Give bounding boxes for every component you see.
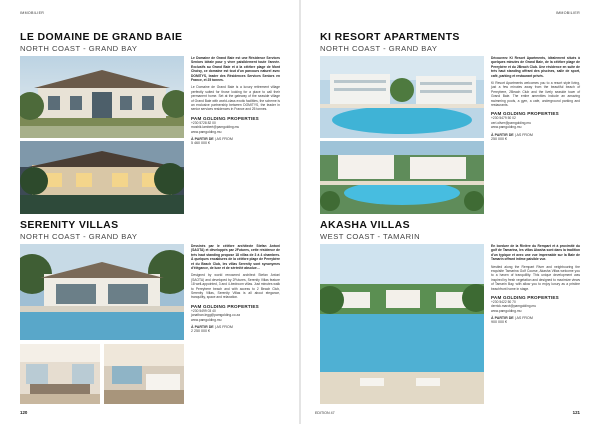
listing-subtitle: NORTH COAST - GRAND BAY [20, 44, 138, 53]
photo-villa-living [20, 344, 100, 404]
price-label: À PARTIR DE | AS FROM [191, 325, 233, 330]
agency-email[interactable]: moshik.lambert@pamgolding.mu [191, 125, 240, 130]
listing-text [491, 244, 580, 325]
listing-text [191, 244, 280, 334]
photo-resort-aerial [320, 141, 484, 214]
photo-group [20, 56, 184, 214]
price-value: 2 250 000 € [191, 329, 210, 334]
listing-akasha-villas [320, 220, 580, 410]
right-page [300, 0, 600, 424]
agency-name: PAM GOLDING PROPERTIES [191, 303, 259, 309]
description-en: Le Domaine de Grand Baie is a luxury retirement village perfectly suited for those looking for a place to call their permanent home. Set at the gateway of the seaside village of Grand Baie with world-class exotic facilities, the scheme is an exclusive partnership between DOMITYS, the leader in senior services residences in France and 25 tonnes. [191, 85, 280, 112]
agency-name: PAM GOLDING PROPERTIES [191, 115, 259, 121]
photo-group [20, 244, 184, 404]
agency-phone: +230 5422 50 70 [491, 300, 516, 305]
agency-website[interactable]: www.pamgolding.mu [191, 129, 222, 134]
listing-title: AKASHA VILLAS [320, 219, 410, 231]
agency-phone: +230 5479 50 02 [491, 116, 516, 121]
price-label: À PARTIR DE | AS FROM [191, 137, 233, 142]
agency-email[interactable]: jonathan.legg@pamgolding.co.za [191, 313, 240, 318]
photo-villa-bedroom [104, 344, 184, 404]
listing-subtitle: NORTH COAST - GRAND BAY [20, 232, 138, 241]
photo-resort-pool [320, 56, 484, 138]
listing-text [191, 56, 280, 146]
listing-subtitle: WEST COAST - TAMARIN [320, 232, 421, 241]
photo-residence-exterior [20, 56, 184, 138]
price-value: 250 000 € [491, 136, 507, 141]
listing-domaine-grand-baie [20, 32, 280, 212]
photo-group [320, 244, 484, 404]
price-value: 900 000 € [491, 320, 507, 325]
agency-phone: +230 5728 82 00 [191, 120, 216, 125]
listing-title: SERENITY VILLAS [20, 219, 119, 231]
price-label: À PARTIR DE | AS FROM [491, 316, 533, 321]
price-value: 5 460 000 € [191, 141, 210, 146]
description-fr: Le Domaine de Grand Baie est une Résidence Services Seniors idéale pour y vivre paisiblement toute l'année. Exclusifs au Grand Baie et à la célèbre plage de Mont Choisy, ce domaine est tout d'un parcours naturel avec DOMITYS, leader des Résidences Services Seniors en France, et 25 tonnes. [191, 56, 280, 83]
agency-website[interactable]: www.pamgolding.mu [491, 308, 522, 313]
photo-akasha-lagoon [320, 244, 484, 404]
page-number-left: 120 [20, 410, 28, 415]
description-en: Designed by world renowned architect Stefan Antoni (SAOTA) and developed by 2Futures, Serenity Villas feature 18 well-appointed, 3 and 4-bedroom villas. Just minutes walk to Pereybere beach and with access to 2 Beach Club, Serenity Villas, Serenity Villas is all about elegance, tranquility, space and relaxation. [191, 273, 280, 300]
listing-title: KI RESORT APARTMENTS [320, 31, 460, 43]
agency-phone: +230 5499 03 40 [191, 308, 216, 313]
listing-text [491, 56, 580, 141]
description-en: Nestled along the Rempart River and neighbouring the exquisite Tamarina Golf Course, Akasha Villas welcome you to a haven of tranquillity. This unique development was inspired by fresh vegetation and designed to maximize views of Tamarin Bay, with allow you to enjoy luxury as a pristine beachfront home in stage. [491, 264, 580, 291]
listing-ki-resort [320, 32, 580, 212]
running-head-right: IMMOBILIER [555, 11, 580, 15]
agency-website[interactable]: www.pamgolding.mu [191, 317, 222, 322]
listing-title: LE DOMAINE DE GRAND BAIE [20, 31, 183, 43]
running-head-left: IMMOBILIER [20, 11, 45, 15]
description-fr: Dessinés par le célèbre architecte Stefan Antoni (SAOTA) et développés par 2Futures, cette résidence de très haut standing propose 18 villas de 3 à 4 chambres. À quelques encablures de la célèbre plage de Pereybère et du Beach Club, les villas Serenity sont synonymes d'élégance, de luxe et de sérénité absolue… [191, 244, 280, 271]
agency-name: PAM GOLDING PROPERTIES [491, 295, 559, 301]
listing-subtitle: NORTH COAST - GRAND BAY [320, 44, 438, 53]
photo-group [320, 56, 484, 214]
agency-email[interactable]: derrick.marot@pamgolding.mu [491, 304, 537, 309]
description-en: Ki Resort Apartments welcomes you to a resort style living, just a few minutes away from the beautiful beach of Pereybere, 2Beach Club and the lively seaside town of Grand Baie. The entire amenities include an amazing swimming pools, a gym, a cafe, underground parking and restaurants. [491, 81, 580, 108]
page-number-right: 121 [572, 410, 580, 415]
photo-residence-night [20, 141, 184, 214]
agency-email[interactable]: ceri.oliver@pamgolding.mu [491, 120, 531, 125]
edition-label: EDITION 47 [315, 411, 335, 415]
listing-serenity-villas [20, 220, 280, 410]
agency-name: PAM GOLDING PROPERTIES [491, 111, 559, 117]
description-fr: En bordure de la Rivière du Rempart et à proximité du golf de Tamarina, les villas Akasha sont dans la tradition d'un typique et avec une vue imprenable sur la Baie de Tamarin offrant intime paisible vue. [491, 244, 580, 262]
agency-website[interactable]: www.pamgolding.mu [491, 125, 522, 130]
price-label: À PARTIR DE | AS FROM [491, 132, 533, 137]
photo-villa-pool [20, 244, 184, 340]
description-fr: Découvrez Ki Resort Apartments, idéalement situés à quelques minutes de Grand Baie, de la célèbre plage de Pereybère et du 2Beach Club. Une résidence en suite de très haut standing offrant des piscines, salle de sport, café, parking et restaurant privés. [491, 56, 580, 78]
